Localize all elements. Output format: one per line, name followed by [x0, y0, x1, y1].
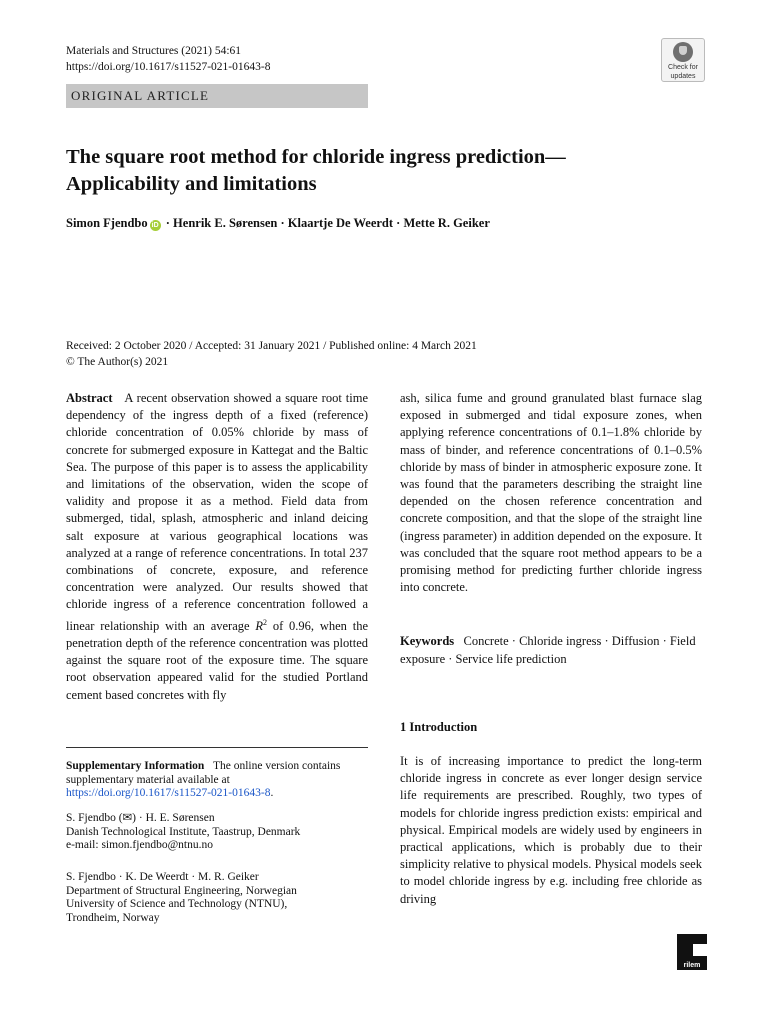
dates-line: Received: 2 October 2020 / Accepted: 31 January 2021 / Published online: 4 March 2021	[66, 340, 477, 352]
keywords-section	[400, 632, 702, 668]
rilem-logo-notch	[693, 944, 707, 956]
journal-doi[interactable]: https://doi.org/10.1617/s11527-021-01643-8	[66, 61, 271, 73]
article-type-label: ORIGINAL ARTICLE	[71, 88, 210, 103]
affiliation-1	[66, 812, 368, 853]
updates-label: updates	[670, 73, 696, 80]
affiliation-1-authors: S. Fjendbo (✉) · H. E. Sørensen	[66, 812, 215, 824]
abstract-left-column	[66, 390, 368, 704]
supplementary-text: The online version contains supplementary material available at	[66, 760, 341, 786]
affiliation-2	[66, 871, 368, 925]
affiliation-2-university: University of Science and Technology (NTNU),	[66, 898, 288, 910]
section-heading-introduction: 1 Introduction	[400, 720, 478, 734]
other-authors: · Henrik E. Sørensen · Klaartje De Weerdt · Mette R. Geiker	[162, 216, 490, 230]
abstract-text-b: of 0.96, when the penetration depth of the reference concentration was plotted against the square root of the exposure time. The square root observation appeared valid for the studied Portland cement based concretes with fly	[66, 618, 368, 702]
supplementary-link[interactable]: https://doi.org/10.1617/s11527-021-01643-8	[66, 787, 271, 799]
check-for-label: Check for	[668, 64, 698, 71]
keywords-list: Concrete · Chloride ingress · Diffusion · Field exposure · Service life prediction	[400, 634, 696, 666]
affiliation-1-email[interactable]: e-mail: simon.fjendbo@ntnu.no	[66, 839, 213, 851]
publication-dates	[66, 338, 477, 370]
journal-citation: Materials and Structures (2021) 54:61	[66, 45, 242, 57]
abstract-text-a: A recent observation showed a square root time dependency of the ingress depth of a fixed (reference) chloride concentration of 0.05% chloride by mass of concrete for submerged exposure in Kattegat and the Baltic Sea. The purpose of this paper is to assess the applicability and limitations of the observation, widen the scope of validity and propose it as a method. Field data from submerged, tidal, splash, atmospheric and inland deicing salt exposure at various geographical locations was analyzed at a range of reference concentrations. In total 237 combinations of concrete, exposure, and reference concentration were analyzed. Our results showed that chloride ingress of a reference concentration followed a linear relationship with an average	[66, 391, 368, 633]
rilem-logo-text: rilem	[677, 962, 707, 970]
orcid-icon[interactable]: iD	[151, 222, 159, 229]
author-list	[66, 216, 726, 231]
r-exponent: 2	[263, 617, 268, 627]
journal-info	[66, 43, 270, 75]
supplementary-information	[66, 760, 368, 801]
bookmark-icon	[673, 42, 693, 62]
affiliation-1-institute: Danish Technological Institute, Taastrup, Denmark	[66, 825, 301, 838]
title-line-1: The square root method for chloride ingress prediction—	[66, 146, 566, 168]
affiliation-2-authors: S. Fjendbo · K. De Weerdt · M. R. Geiker	[66, 871, 259, 883]
abstract-label: Abstract	[66, 391, 113, 405]
keywords-label: Keywords	[400, 634, 455, 648]
check-for-updates-badge[interactable]	[661, 38, 705, 82]
title-line-2: Applicability and limitations	[66, 173, 317, 195]
copyright-line: © The Author(s) 2021	[66, 356, 169, 368]
rilem-logo	[677, 934, 707, 970]
article-title	[66, 144, 706, 198]
footnote-divider	[66, 747, 368, 748]
affiliation-2-dept: Department of Structural Engineering, Norwegian	[66, 884, 297, 897]
r-symbol: R	[255, 618, 264, 633]
abstract-right-column	[400, 390, 702, 596]
abstract-continued: ash, silica fume and ground granulated blast furnace slag exposed in submerged and tidal exposure zones, when applying reference concentrations of 0.1–1.8% chloride by mass of binder, and reference concentrations of 0.1–0.5% chloride by mass of binder in atmospheric exposure zone. It was found that the parameters describing the straight line depended on the chosen reference concentration and concrete composition, and that the slope of the straight line (ingress parameter) in addition depended on the exposure. It was concluded that the square root method appears to be a promising method for predicting further chloride ingress into concrete.	[400, 391, 702, 595]
affiliation-2-city: Trondheim, Norway	[66, 911, 160, 924]
first-author[interactable]: Simon Fjendbo	[66, 216, 148, 230]
supplementary-label: Supplementary Information	[66, 760, 205, 772]
article-type-banner	[66, 84, 368, 108]
introduction-text: It is of increasing importance to predict the long-term chloride ingress in concrete as ever longer design service life requirements are prescribed. Roughly, two types of models for chloride ingress prediction exists: empirical and physical. Empirical models are widely used by engineers in practical applications, which is probably due to their simplicity relative to physical models. Physical models seek to model chloride ingress by e.g. including free chloride as driving	[400, 754, 702, 906]
supplementary-end: .	[270, 787, 274, 799]
